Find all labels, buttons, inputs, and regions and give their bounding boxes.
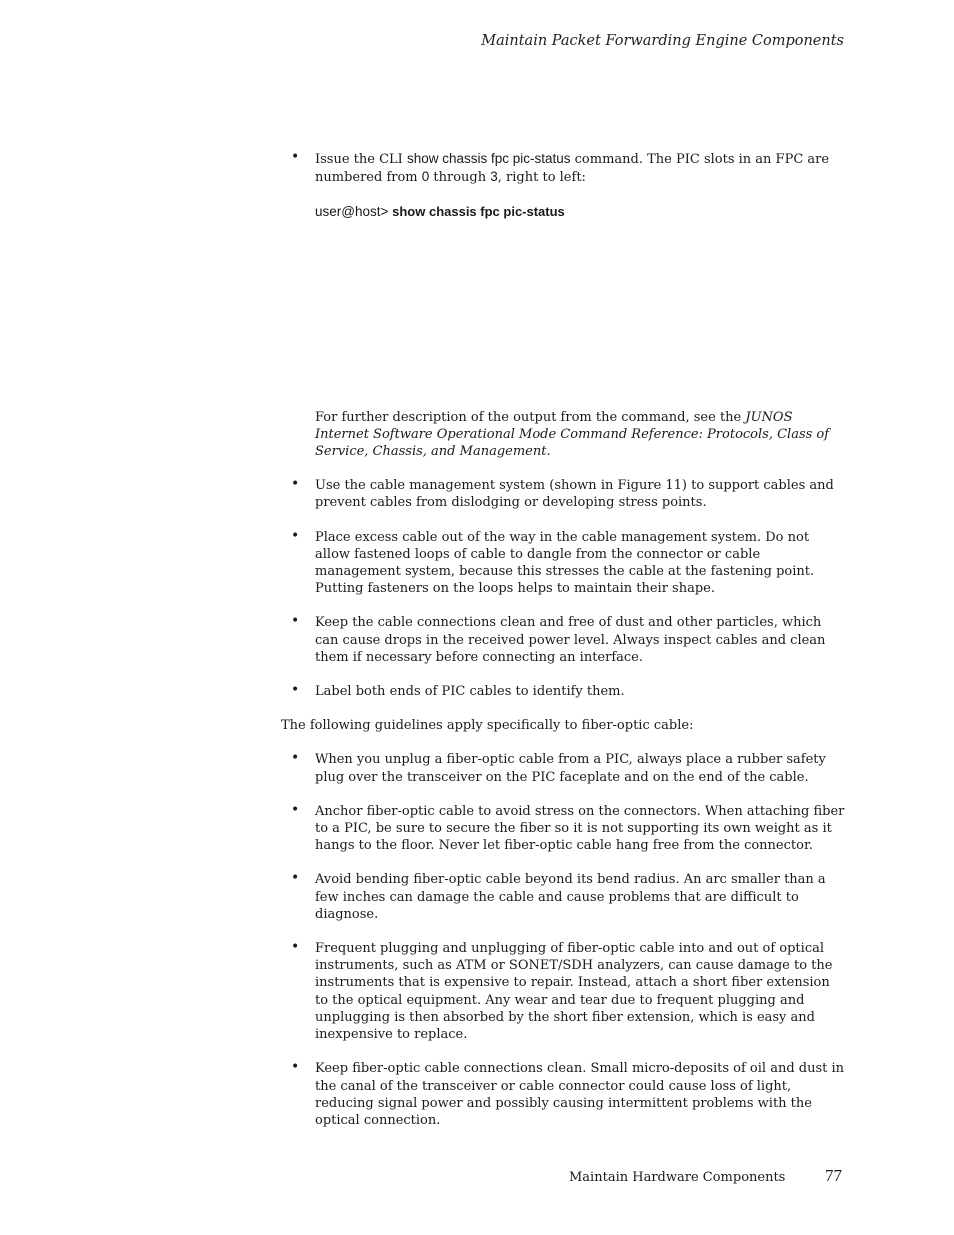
text: For further description of the output from the command, see the [315,409,746,425]
list-item-text: Keep the cable connections clean and free of dust and other particles, which can cause drops in the received power level. Always inspect cables and clean them if necessary before connecting an interface. [315,615,826,665]
bullet-icon: • [291,1059,300,1076]
cli-prompt: user@host> [315,204,393,220]
running-header: Maintain Packet Forwarding Engine Components [481,33,844,49]
bullet-icon: • [291,801,300,818]
bullet-icon: • [291,750,300,767]
page-number: 77 [825,1166,842,1185]
list-item [281,614,846,666]
text: through [429,170,491,186]
list-item-text: Frequent plugging and unplugging of fiber-optic cable into and out of optical instruments, such as ATM or SONET/SDH analyzers, can cause damage to the instruments that is expensive to repair. Instead, attach a short fiber extension to the optical equipment. Any wear and tear due to frequent plugging and unplugging is then absorbed by the short fiber extension, which is easy and inexpensive to replace. [315,941,833,1043]
list-item-cli-command [281,150,846,186]
bullet-icon: • [291,149,300,165]
list-item [281,803,846,855]
text: command. The PIC slots in an FPC are numbered from [315,152,830,186]
list-item-text: Label both ends of PIC cables to identify them. [315,684,625,700]
list-item-text: Place excess cable out of the way in the cable management system. Do not allow fastened loops of cable to dangle from the connector or cable management system, because this stresses the cable at the fastening point. Putting fasteners on the loops helps to maintain their shape. [315,529,815,597]
cli-example [281,203,846,221]
page-body [281,150,846,1129]
fiber-intro: The following guidelines apply specifically to fiber-optic cable: [281,718,694,734]
list-item [281,751,846,785]
list-item-text: Keep fiber-optic cable connections clean. Small micro-deposits of oil and dust in the canal of the transceiver or cable connector could cause loss of light, reducing signal power and possibly causing intermittent problems with the optical connection. [315,1061,845,1128]
list-item [281,529,846,598]
bullet-icon: • [291,682,300,699]
footer-section-title: Maintain Hardware Components [569,1170,786,1185]
list-item-text: Avoid bending fiber-optic cable beyond its bend radius. An arc smaller than a few inches can damage the cable and cause problems that are difficult to diagnose. [315,872,826,922]
list-item [281,477,846,511]
text: . [546,444,551,460]
bullet-icon: • [291,476,300,493]
list-item-text: Anchor fiber-optic cable to avoid stress on the connectors. When attaching fiber to a PIC, be sure to secure the fiber so it is not supporting its own weight as it hangs to the floor. Never let fiber-optic cable hang free from the connector. [315,803,845,854]
list-item [281,871,846,923]
text: Issue the CLI [315,152,407,167]
reference-title: JUNOS Internet Software Operational Mode Command Reference: Protocols, Class of Service, Chassis, and Management [315,409,830,460]
inline-command: show chassis fpc pic-status [406,151,571,166]
further-reference [281,409,846,461]
cable-guidelines-list [281,477,846,700]
list-item [281,940,846,1043]
bullet-icon: • [291,527,300,544]
text: , right to left: [497,170,586,186]
bullet-icon: • [291,870,300,887]
fiber-guidelines-list [281,751,846,1129]
slot-number-start: 0 [421,169,430,185]
list-item [281,1060,846,1129]
list-item-text: When you unplug a fiber-optic cable from a PIC, always place a rubber safety plug over the transceiver on the PIC faceplate and on the end of the cable. [315,752,826,785]
cli-command: show chassis fpc pic-status [392,204,565,220]
list-item-text: Use the cable management system (shown in Figure 11) to support cables and prevent cables from dislodging or developing stress points. [315,478,834,511]
bullet-icon: • [291,613,300,630]
list-item [281,683,846,700]
bullet-icon: • [291,939,300,956]
slot-number-end: 3 [490,169,498,185]
